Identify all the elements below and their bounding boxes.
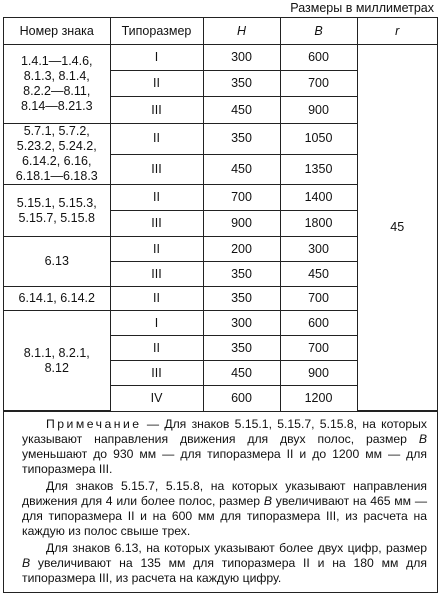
- h-cell: 900: [203, 211, 280, 237]
- b-cell: 900: [280, 97, 357, 124]
- header-r: r: [357, 18, 437, 45]
- h-cell: 300: [203, 311, 280, 336]
- b-cell: 700: [280, 71, 357, 97]
- note-paragraph-2: Для знаков 5.15.7, 5.15.8, на которых указывают направления движения для 4 или более полос, размер B увеличивают на 465 мм — для типоразмера II и на 600 мм для типоразмера III, из расчета на каждую из полос свыше трех.: [22, 479, 428, 538]
- sign-number-line: 8.14—8.21.3: [20, 99, 93, 113]
- sign-number-line: 5.23.2, 5.24.2,: [16, 139, 97, 153]
- size-type-cell: III: [110, 154, 203, 185]
- h-cell: 350: [203, 71, 280, 97]
- table-note: [4, 411, 437, 592]
- sign-number-line: 5.15.1, 5.15.3,: [16, 195, 97, 210]
- h-cell: 200: [203, 237, 280, 262]
- dimensions-table-frame: [3, 17, 438, 593]
- h-cell: 350: [203, 124, 280, 155]
- note-paragraph-3: Для знаков 6.13, на которых указывают более двух цифр, размер B увеличивают на 135 мм для типоразмера II и на 180 мм для типоразмера III, из расчета на каждую цифру.: [22, 541, 427, 585]
- h-cell: 450: [203, 97, 280, 124]
- sign-number-line: 8.12: [44, 360, 69, 375]
- size-type-cell: II: [110, 185, 203, 211]
- sign-number-line: 8.2.2—8.11,: [23, 84, 91, 98]
- b-cell: 700: [280, 336, 357, 361]
- b-cell: 1400: [280, 185, 357, 211]
- r-value-cell: 45: [357, 45, 437, 411]
- header-h: H: [203, 18, 280, 45]
- size-type-cell: III: [110, 361, 203, 386]
- size-type-cell: III: [110, 97, 203, 124]
- sign-number-line: 8.1.3, 8.1.4,: [23, 69, 90, 83]
- b-cell: 1200: [280, 386, 357, 411]
- sign-number-cell: [4, 311, 110, 411]
- b-cell: 600: [280, 311, 357, 336]
- b-cell: 1050: [280, 124, 357, 155]
- b-cell: 1800: [280, 211, 357, 237]
- header-size-type: Типоразмер: [110, 18, 203, 45]
- b-cell: 1350: [280, 154, 357, 185]
- header-sign-number: Номер знака: [4, 18, 110, 45]
- h-cell: 350: [203, 336, 280, 361]
- size-type-cell: III: [110, 262, 203, 287]
- sign-dimensions-table: [4, 18, 437, 411]
- b-cell: 300: [280, 237, 357, 262]
- sign-number-line: 6.18.1—6.18.3: [15, 169, 98, 183]
- h-cell: 350: [203, 262, 280, 287]
- sign-number-line: 8.1.1, 8.2.1,: [23, 345, 90, 360]
- b-cell: 900: [280, 361, 357, 386]
- header-b: B: [280, 18, 357, 45]
- note-label: Примечание: [46, 417, 142, 431]
- size-type-cell: II: [110, 336, 203, 361]
- h-cell: 300: [203, 45, 280, 71]
- h-cell: 450: [203, 361, 280, 386]
- size-type-cell: IV: [110, 386, 203, 411]
- note-paragraph-1: Примечание — Для знаков 5.15.1, 5.15.7, 5.15.8, на которых указывают направления движения для двух полос, размер B уменьшают до 930 мм — для типоразмера II и до 1200 мм — для типоразмера III.: [22, 417, 427, 476]
- h-cell: 350: [203, 287, 280, 311]
- size-type-cell: III: [110, 211, 203, 237]
- h-cell: 450: [203, 154, 280, 185]
- size-type-cell: II: [110, 124, 203, 155]
- sign-number-cell: [4, 124, 110, 185]
- size-type-cell: II: [110, 237, 203, 262]
- h-cell: 700: [203, 185, 280, 211]
- units-caption: Размеры в миллиметрах: [290, 1, 434, 15]
- table-row: [4, 45, 437, 71]
- sign-number-line: 6.14.2, 6.16,: [21, 154, 92, 168]
- sign-number-line: 6.13: [44, 254, 69, 268]
- sign-number-cell: [4, 287, 110, 311]
- size-type-cell: I: [110, 311, 203, 336]
- sign-number-line: 5.7.1, 5.7.2,: [23, 124, 90, 138]
- size-type-cell: II: [110, 287, 203, 311]
- sign-number-line: 5.15.7, 5.15.8: [18, 210, 95, 225]
- sign-number-cell: [4, 185, 110, 237]
- header-row: [4, 18, 437, 45]
- b-cell: 450: [280, 262, 357, 287]
- sign-number-line: 6.14.1, 6.14.2: [18, 291, 95, 305]
- b-cell: 700: [280, 287, 357, 311]
- h-cell: 600: [203, 386, 280, 411]
- size-type-cell: II: [110, 71, 203, 97]
- sign-number-line: 1.4.1—1.4.6,: [20, 54, 93, 68]
- sign-number-cell: [4, 45, 110, 124]
- size-type-cell: I: [110, 45, 203, 71]
- sign-number-cell: [4, 237, 110, 287]
- b-cell: 600: [280, 45, 357, 71]
